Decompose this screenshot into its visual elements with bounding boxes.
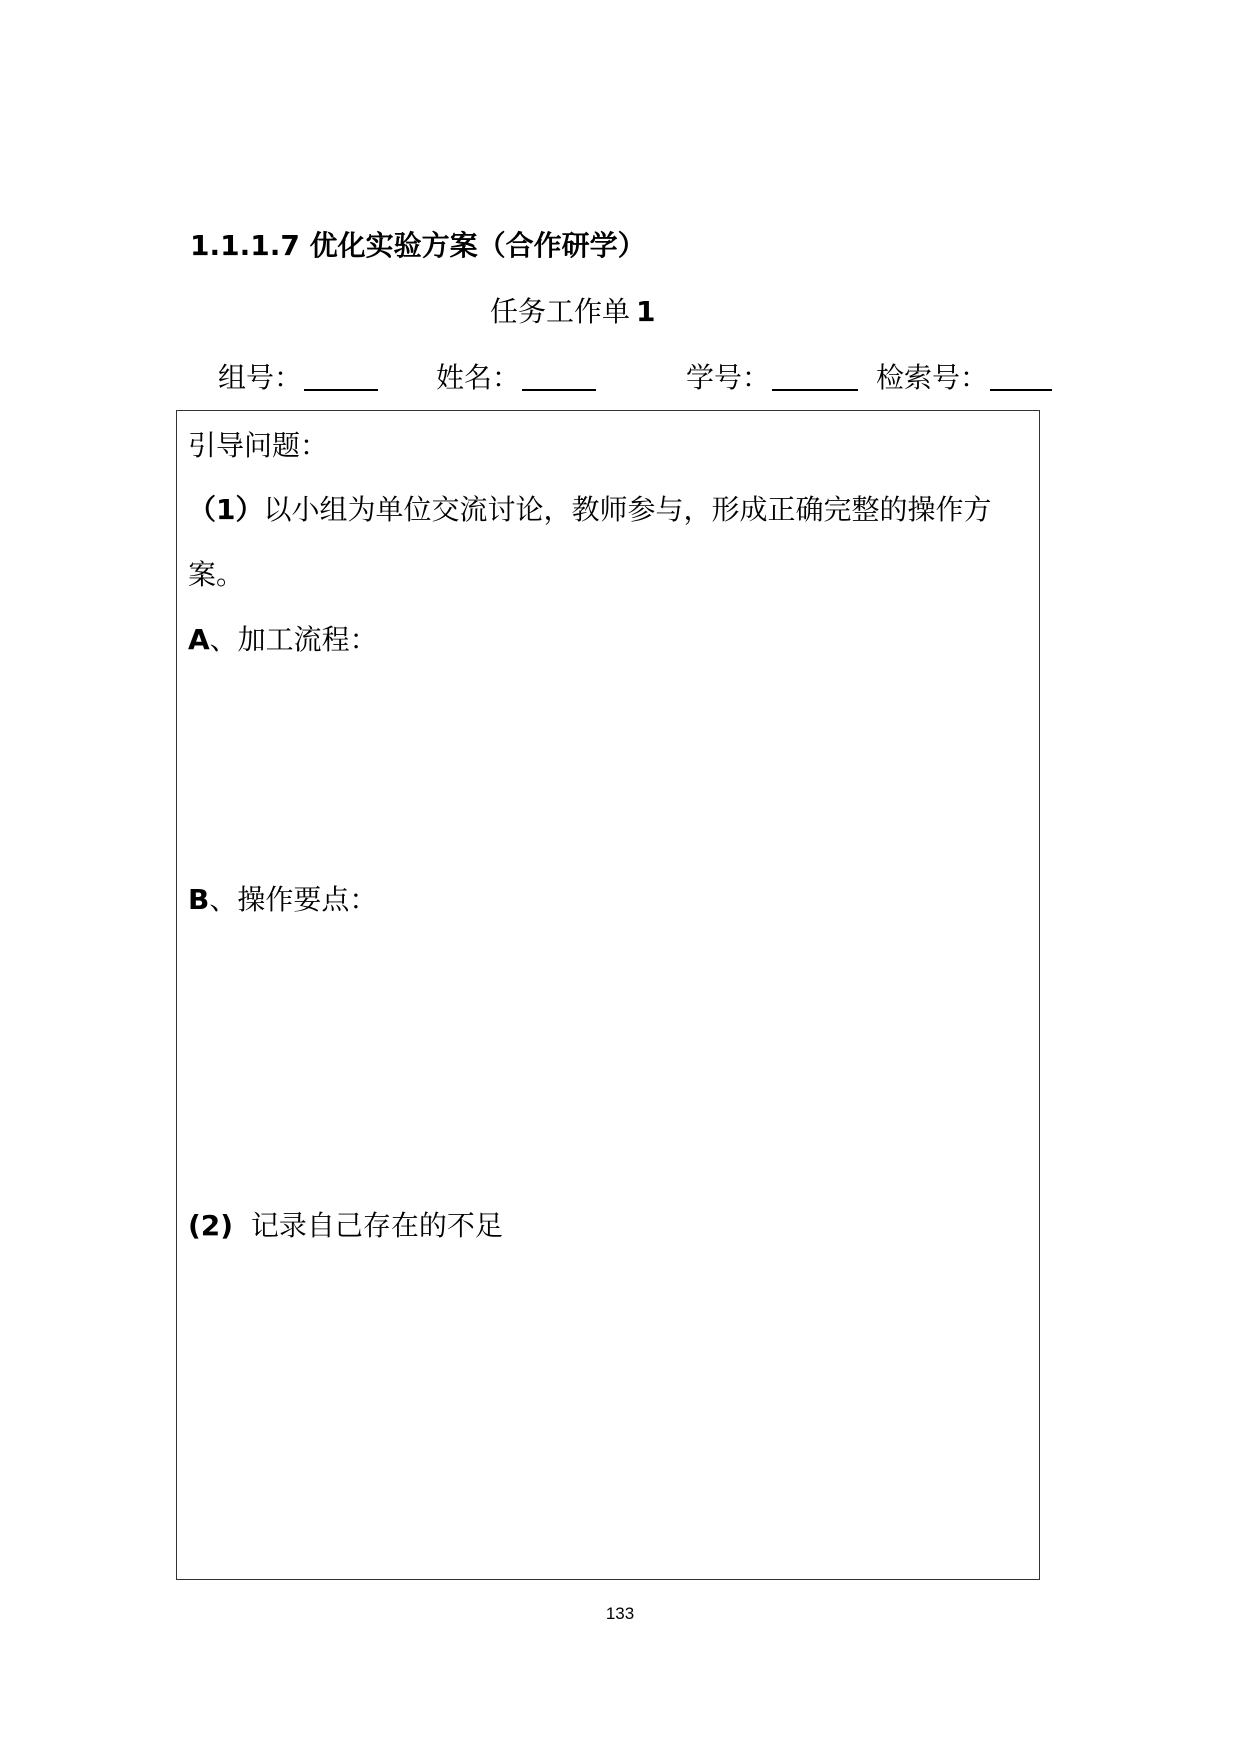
info-label-name: 姓名：: [436, 361, 521, 394]
info-field-group: [218, 356, 378, 400]
section-b-letter: B: [188, 883, 210, 916]
info-label-group: 组号：: [218, 361, 303, 394]
worksheet-box: [176, 410, 1040, 1580]
question-2: [188, 1206, 503, 1246]
question-1-line-1: [188, 490, 992, 530]
section-heading: [190, 226, 646, 266]
section-number: 1.1.1.7: [190, 229, 300, 262]
info-field-name: [436, 356, 596, 400]
retrieval-id-blank[interactable]: [990, 359, 1052, 391]
section-b-label: [188, 880, 377, 920]
question-1-number: （1）: [188, 493, 264, 526]
sheet-title: [490, 292, 656, 332]
section-b-text: 、操作要点：: [209, 883, 378, 916]
student-id-blank[interactable]: [772, 359, 858, 391]
info-field-retrieval-id: [876, 356, 1052, 400]
sheet-title-text: 任务工作单: [490, 295, 631, 328]
question-1-text: 以小组为单位交流讨论，教师参与，形成正确完整的操作方: [263, 493, 992, 526]
section-a-label: [188, 620, 378, 660]
page-number: 133: [605, 1604, 635, 1623]
section-a-text: 、加工流程：: [209, 623, 378, 656]
sheet-title-number: 1: [636, 295, 656, 328]
info-label-retrieval-id: 检索号：: [876, 361, 989, 394]
group-blank[interactable]: [304, 359, 378, 391]
name-blank[interactable]: [522, 359, 596, 391]
info-label-student-id: 学号：: [686, 361, 771, 394]
guide-heading: 引导问题：: [188, 429, 329, 462]
question-2-text: 记录自己存在的不足: [250, 1209, 503, 1242]
question-1-line-2: 案。: [188, 558, 245, 591]
section-title: 优化实验方案（合作研学）: [309, 229, 646, 262]
section-a-letter: A: [188, 623, 210, 656]
info-field-student-id: [686, 356, 858, 400]
question-2-number: (2): [188, 1209, 234, 1242]
